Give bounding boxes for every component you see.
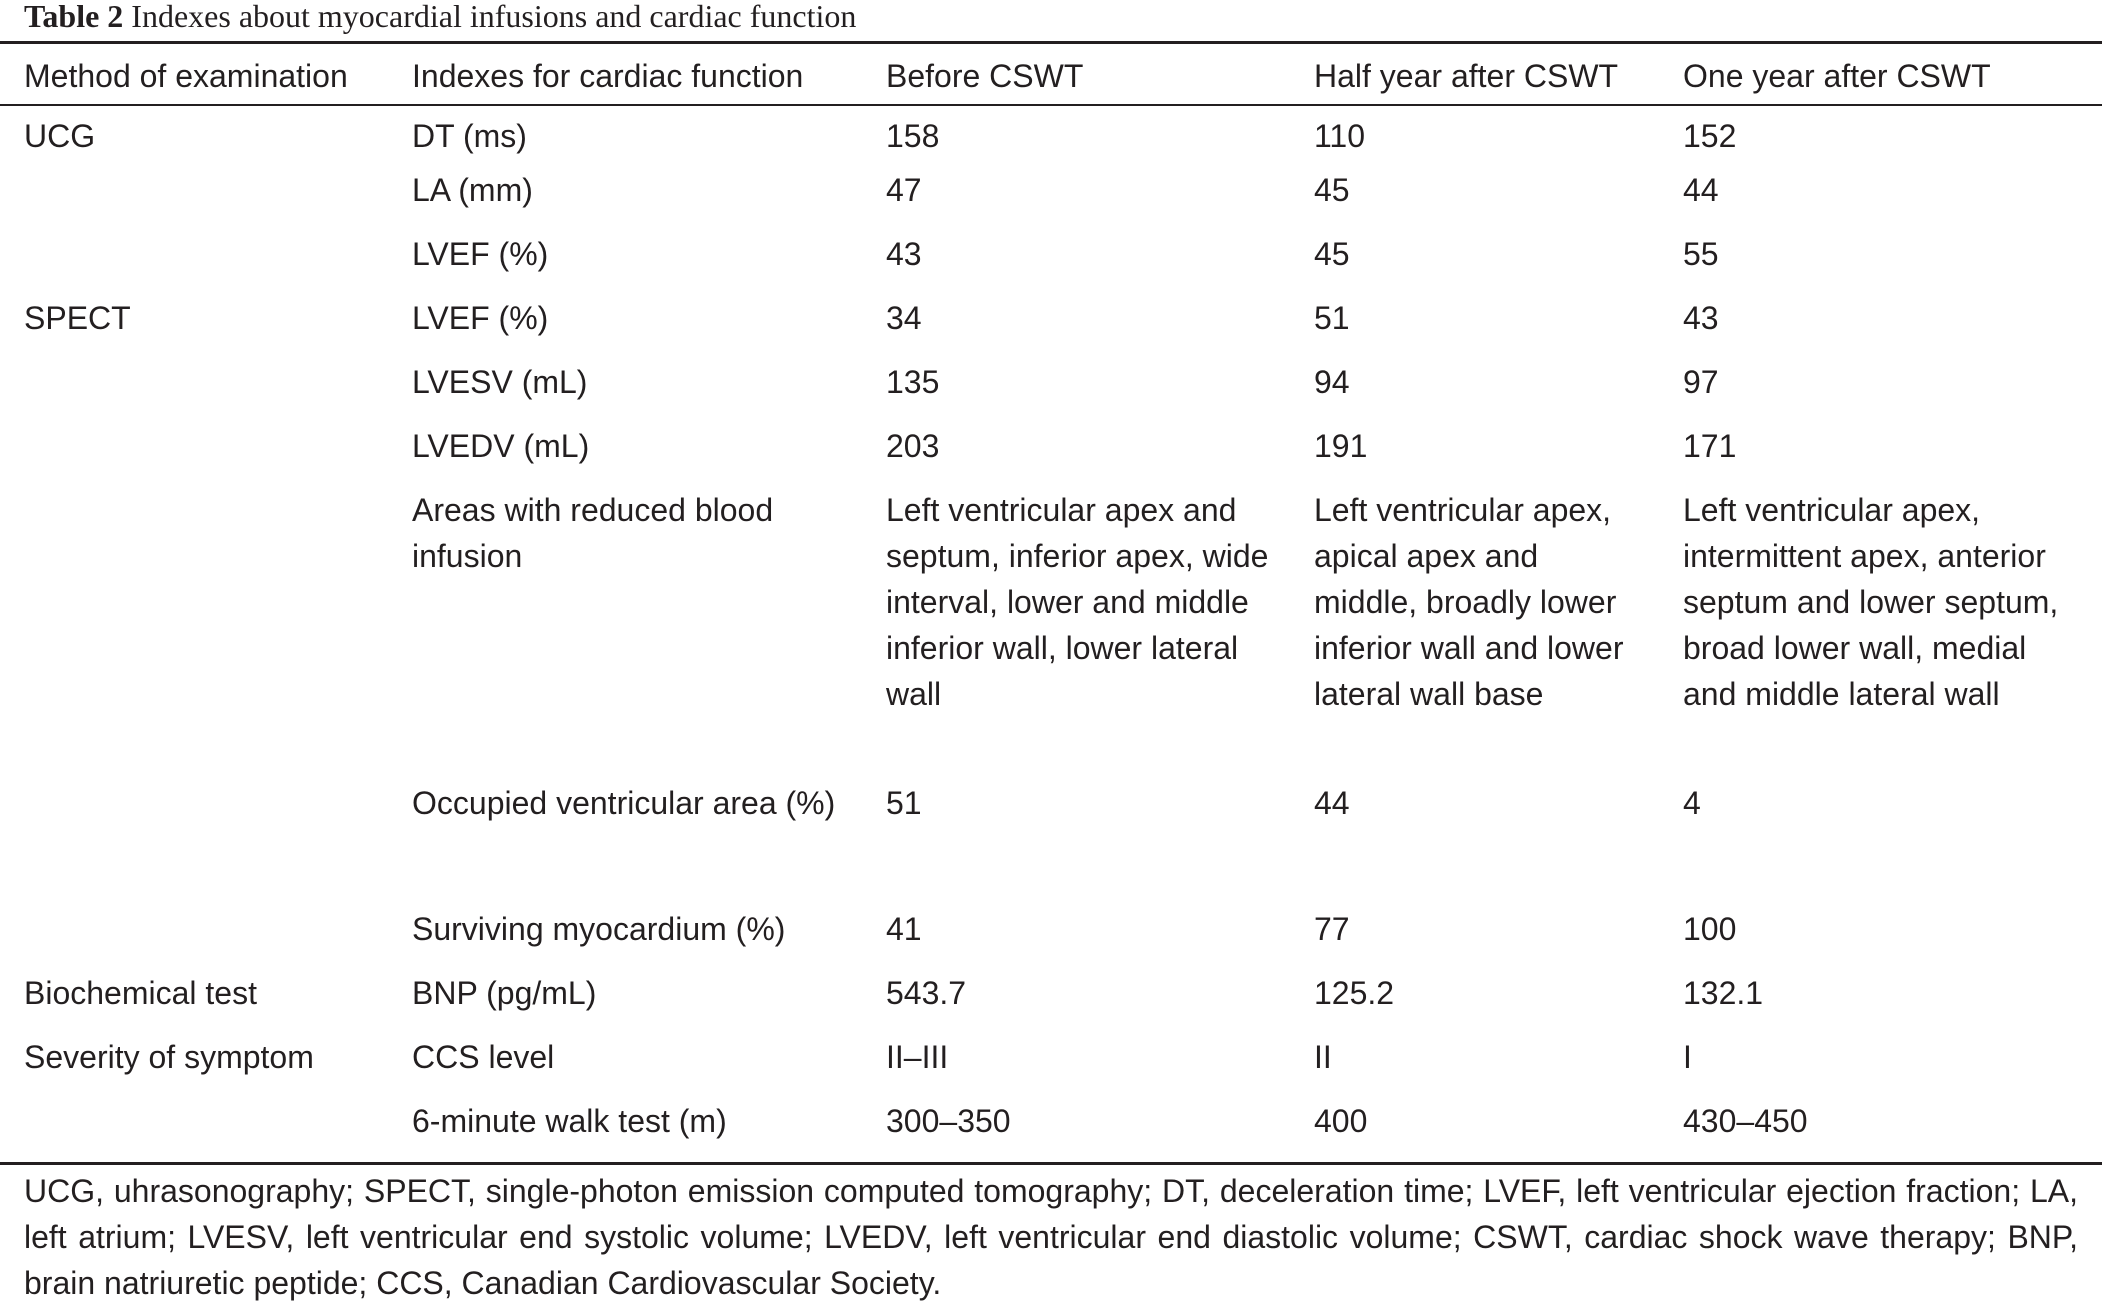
method-cell: SPECT [24,300,131,336]
index-cell: LVEDV (mL) [412,428,590,464]
index-cell: Surviving myocardium (%) [412,911,786,947]
half-year-cell: 45 [1314,172,1350,208]
one-year-cell: 55 [1683,236,1719,272]
before-cell: 543.7 [886,975,967,1011]
table-caption-text: Indexes about myocardial infusions and cardiac function [131,0,857,34]
column-header: Before CSWT [886,58,1084,94]
half-year-cell: 191 [1314,428,1368,464]
half-year-cell: Left ventricular apex, apical apex and middle, broadly lower inferior wall and lower lateral wall base [1314,492,1624,712]
method-cell [0,231,412,295]
one-year-cell: 4 [1683,785,1701,821]
table-row [0,906,2102,970]
table-caption-label: Table 2 [24,0,124,34]
table-row [0,231,2102,295]
one-year-cell: 430–450 [1683,1103,1808,1139]
index-cell: CCS level [412,1039,555,1075]
index-cell: Areas with reduced blood infusion [412,492,774,574]
before-cell: II–III [886,1039,949,1075]
one-year-cell: I [1683,1039,1692,1075]
before-cell: 300–350 [886,1103,1011,1139]
one-year-cell: 152 [1683,118,1737,154]
table-row [0,167,2102,231]
half-year-cell: 125.2 [1314,975,1395,1011]
half-year-cell: II [1314,1039,1332,1075]
method-cell [0,359,412,423]
table-caption [24,0,856,38]
before-cell: 51 [886,785,922,821]
table-bottom-rule [0,1162,2102,1165]
column-header: Indexes for cardiac function [412,58,804,94]
table-row [0,1034,2102,1098]
index-cell: 6-minute walk test (m) [412,1103,727,1139]
index-cell: LVESV (mL) [412,364,588,400]
data-table [0,44,2102,1162]
method-cell: Severity of symptom [24,1039,314,1075]
method-cell [0,1098,412,1162]
column-header: Half year after CSWT [1314,58,1619,94]
one-year-cell: 171 [1683,428,1737,464]
table-row [0,1098,2102,1162]
half-year-cell: 400 [1314,1103,1368,1139]
before-cell: 41 [886,911,922,947]
table-row [0,970,2102,1034]
table-row [0,113,2102,167]
before-cell: 43 [886,236,922,272]
index-cell: BNP (pg/mL) [412,975,597,1011]
table-row [0,423,2102,487]
header-row [0,44,2102,113]
index-cell: LVEF (%) [412,236,549,272]
index-cell: LVEF (%) [412,300,549,336]
before-cell: 34 [886,300,922,336]
before-cell: 203 [886,428,940,464]
table-row [0,295,2102,359]
before-cell: Left ventricular apex and septum, inferior apex, wide interval, lower and middle inferior wall, lower lateral wall [886,492,1269,712]
column-header: One year after CSWT [1683,58,1991,94]
method-cell: Biochemical test [24,975,257,1011]
half-year-cell: 77 [1314,911,1350,947]
one-year-cell: Left ventricular apex, intermittent apex, anterior septum and lower septum, broad lower wall, medial and middle lateral wall [1683,492,2059,712]
table-row [0,359,2102,423]
half-year-cell: 94 [1314,364,1350,400]
method-cell [0,167,412,231]
method-cell [0,423,412,487]
one-year-cell: 100 [1683,911,1737,947]
index-cell: LA (mm) [412,172,533,208]
column-header: Method of examination [24,58,348,94]
half-year-cell: 44 [1314,785,1350,821]
table-footnote: UCG, uhrasonography; SPECT, single-photon emission computed tomography; DT, deceleration time; LVEF, left ventricular ejection fraction; LA, left atrium; LVESV, left ventricular end systolic volume; LVEDV, left ventricular end diastolic volume; CSWT, cardiac shock wave therapy; BNP, brain natriuretic peptide; CCS, Canadian Cardiovascular Society. [24,1173,2078,1301]
before-cell: 135 [886,364,940,400]
one-year-cell: 44 [1683,172,1719,208]
table-row [0,487,2102,780]
index-cell: DT (ms) [412,118,527,154]
one-year-cell: 132.1 [1683,975,1764,1011]
one-year-cell: 43 [1683,300,1719,336]
half-year-cell: 110 [1314,118,1366,154]
before-cell: 47 [886,172,922,208]
table-row [0,780,2102,906]
method-cell [0,487,412,780]
index-cell: Occupied ventricular area (%) [412,785,836,821]
one-year-cell: 97 [1683,364,1719,400]
half-year-cell: 45 [1314,236,1350,272]
half-year-cell: 51 [1314,300,1350,336]
method-cell: UCG [24,118,96,154]
method-cell [0,780,412,906]
method-cell [0,906,412,970]
before-cell: 158 [886,118,940,154]
